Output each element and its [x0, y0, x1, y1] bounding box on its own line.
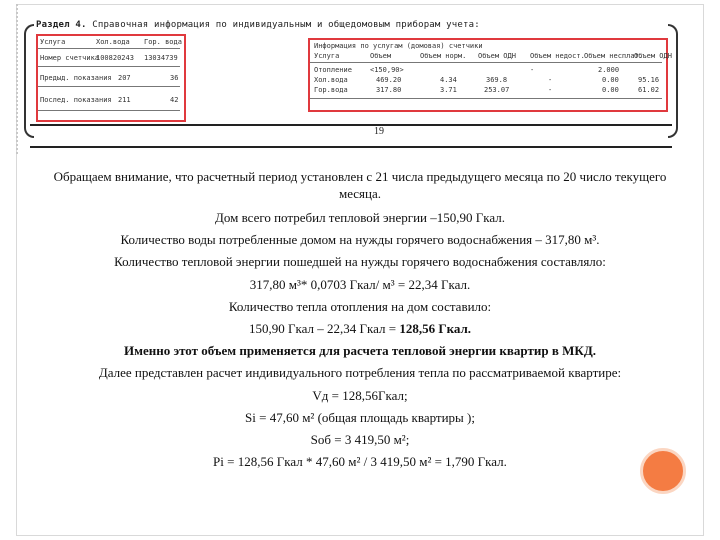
rt-row3-unpaid: 0.00 — [602, 86, 619, 94]
si-value: Si = 47,60 м² (общая площадь квартиры ); — [245, 409, 475, 425]
rt-row3-label: Гор.вода — [314, 86, 348, 94]
hot-water-heat-formula: 317,80 м³* 0,0703 Гкал/ м³ = 22,34 Гкал. — [249, 276, 471, 292]
lt-header-cold: Хол.вода — [96, 38, 130, 46]
lt-row1-label: Номер счетчика — [40, 54, 100, 62]
rt-header-shortfall: Объем недост. — [530, 52, 585, 60]
lt-row1-cold: 100820243 — [96, 54, 134, 62]
rt-row2-odn: 369.8 — [486, 76, 508, 84]
vd-value: Vд = 128,56Гкал; — [312, 387, 408, 403]
page-number: 19 — [374, 126, 384, 137]
rt-row2-norm: 4.34 — [440, 76, 457, 84]
rt-row2-shortfall: - — [548, 76, 553, 84]
lt-row3-hot: 42 — [170, 96, 179, 104]
rt-row3-norm: 3.71 — [440, 86, 457, 94]
rt-row1-unpaid: 2.000 — [598, 66, 620, 74]
explanation-text — [40, 168, 680, 473]
total-heat-consumption: Дом всего потребил тепловой энергии –150,90 Гкал. — [214, 210, 506, 225]
lt-row3-label: Послед. показания — [40, 96, 112, 104]
rt-row1-label: Отопление — [314, 66, 352, 74]
scan-divider-bottom — [30, 146, 672, 148]
lt-row2-cold: 207 — [118, 74, 131, 82]
lt-header-service: Услуга — [40, 38, 66, 46]
note-billing-period: Обращаем внимание, что расчетный период установлен с 21 числа предыдущего месяца по 20 число текущего месяца. — [53, 169, 667, 201]
rt-row2-unpaid: 0.00 — [602, 76, 619, 84]
hot-water-volume: Количество воды потребленные домом на нужды горячего водоснабжения – 317,80 м³. — [120, 232, 600, 248]
rt-row3-odn: 253.07 — [484, 86, 510, 94]
lt-row3-cold: 211 — [118, 96, 131, 104]
lt-row2-hot: 36 — [170, 74, 179, 82]
rt-header-volume: Объем — [370, 52, 392, 60]
rt-row3-shortfall: - — [548, 86, 553, 94]
section-title: Раздел 4. Справочная информация по индивидуальным и общедомовым приборам учета: — [36, 20, 480, 30]
rt-header-service: Услуга — [314, 52, 340, 60]
emphasis-note: Именно этот объем применяется для расчета тепловой энергии квартир в МКД. — [123, 343, 597, 359]
rt-row1-shortfall: - — [530, 66, 535, 74]
rt-header-unpaid: Объем несплат. — [584, 52, 644, 60]
lt-header-hot: Гор. вода — [144, 38, 182, 46]
rt-row1-volume: <150,90> — [370, 66, 404, 74]
rt-header-norm: Объем норм. — [420, 52, 467, 60]
heating-formula: 150,90 Гкал – 22,34 Гкал = 128,56 Гкал. — [248, 321, 472, 337]
rt-row3-odn2: 61.02 — [638, 86, 660, 94]
heating-intro: Количество тепла отопления на дом составило: — [228, 298, 492, 314]
rt-header-odn: Объем ОДН — [478, 52, 516, 60]
sob-value: Sоб = 3 419,50 м²; — [310, 432, 410, 448]
lt-row2-label: Предыд. показания — [40, 74, 112, 82]
rt-row2-odn2: 95.16 — [638, 76, 660, 84]
left-brace — [24, 24, 34, 138]
decorative-circle — [640, 448, 686, 494]
rt-row3-volume: 317.80 — [376, 86, 402, 94]
rt-row2-volume: 469.20 — [376, 76, 402, 84]
scanned-document-fragment — [30, 20, 672, 156]
right-brace — [668, 24, 678, 138]
lt-row1-hot: 13034739 — [144, 54, 178, 62]
rt-header-title: Информация по услугам (домовая) счетчики — [314, 42, 483, 50]
pi-formula: Pi = 128,56 Гкал * 47,60 м² / 3 419,50 м² = 1,790 Гкал. — [213, 454, 507, 470]
hot-water-heat-intro: Количество тепловой энергии пошедшей на нужды горячего водоснабжения составляло: — [114, 254, 606, 270]
individual-calc-intro: Далее представлен расчет индивидуального потребления тепла по рассматриваемой квартире: — [98, 365, 622, 381]
rt-header-odn2: Объем ОДН — [634, 52, 672, 60]
frame-decoration — [16, 4, 24, 154]
scan-divider-top — [30, 124, 672, 126]
heating-result: 128,56 Гкал. — [399, 321, 472, 337]
rt-row2-label: Хол.вода — [314, 76, 348, 84]
